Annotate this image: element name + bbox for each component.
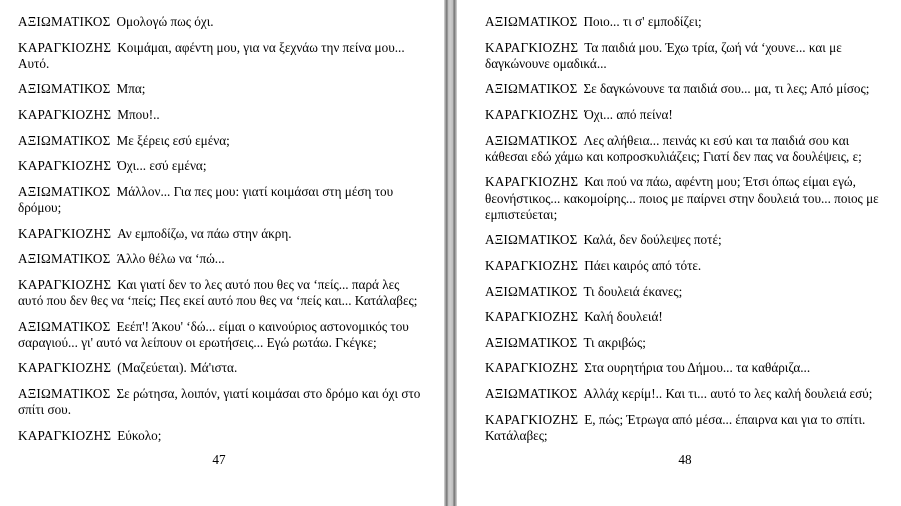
dialogue-line — [18, 158, 422, 174]
speech-text: Τα παιδιά μου. Έχω τρία, ζωή νά ‘χουνε... και με δαγκώνουνε ομαδικά... — [485, 39, 842, 71]
dialogue-line — [18, 277, 422, 309]
speech-text: Εύκολο; — [117, 427, 162, 443]
dialogue-line — [18, 428, 422, 444]
speaker-name: ΑΞΙΩΜΑΤΙΚΟΣ — [485, 81, 578, 97]
speech-text: Ποιο... τι σ' εμποδίζει; — [583, 14, 702, 29]
speaker-name: ΚΑΡΑΓΚΙΟΖΗΣ — [18, 360, 112, 376]
speech-text: Καλά, δεν δούλεψες ποτέ; — [583, 232, 722, 248]
speech-text: Λες αλήθεια... πεινάς κι εσύ και τα παιδιά σου και κάθεσαι εδώ χάμω και κοπροσκυλιάζεις; Γιατί δεν πας να δουλέψεις, ε; — [485, 132, 862, 164]
speaker-name: ΚΑΡΑΓΚΙΟΖΗΣ — [485, 174, 579, 190]
speech-text: (Μαζεύεται). Μά'ιστα. — [117, 360, 238, 376]
speech-text: Σε δαγκώνουνε τα παιδιά σου... μα, τι λες; Από μίσος; — [583, 81, 870, 97]
speaker-name: ΑΞΙΩΜΑΤΙΚΟΣ — [18, 251, 111, 267]
speech-text: Αν εμποδίζω, να πάω στην άκρη. — [117, 225, 292, 241]
speech-text: Αλλάχ κερίμ!.. Και τι... αυτό το λες καλή δουλειά εσύ; — [583, 385, 873, 401]
book-gutter — [444, 0, 457, 506]
dialogue-line — [485, 335, 889, 351]
speech-text: Ομολογώ πως όχι. — [116, 14, 214, 29]
dialogue-line — [485, 309, 889, 325]
dialogue-line — [485, 174, 889, 223]
speech-text: Τι δουλειά έκανες; — [583, 283, 683, 299]
dialogue-line — [485, 14, 889, 30]
page-number-left: 47 — [212, 452, 226, 467]
speech-text: Και πού να πάω, αφέντη μου; Έτσι όπως είμαι εγώ, θεονήστικος... κακομοίρης... ποιος με παίρνει στην δουλειά του... ποιος με εμπιστεύεται; — [485, 174, 879, 222]
speaker-name: ΚΑΡΑΓΚΙΟΖΗΣ — [485, 106, 579, 122]
speech-text: Τι ακριβώς; — [583, 334, 646, 350]
left-page — [0, 0, 444, 506]
speaker-name: ΑΞΙΩΜΑΤΙΚΟΣ — [485, 232, 578, 248]
dialogue-line — [485, 107, 889, 123]
dialogue-line — [485, 258, 889, 274]
dialogue-line — [18, 184, 422, 216]
speaker-name: ΚΑΡΑΓΚΙΟΖΗΣ — [485, 39, 579, 55]
dialogue-line — [485, 81, 889, 97]
speaker-name: ΚΑΡΑΓΚΙΟΖΗΣ — [18, 106, 112, 122]
speaker-name: ΚΑΡΑΓΚΙΟΖΗΣ — [485, 360, 579, 376]
speaker-name: ΑΞΙΩΜΑΤΙΚΟΣ — [18, 183, 111, 199]
dialogue-line — [485, 412, 889, 444]
dialogue-line — [485, 232, 889, 248]
dialogue-line — [18, 107, 422, 123]
speech-text: Όχι... από πείνα! — [584, 106, 673, 122]
speech-text: Εεέπ'! Άκου' ‘δώ... είμαι ο καινούριος αστονομικός του σαραγιού... γι' αυτό να λείπουν οι ερωτήσεις... Εγώ ρωτάω. Γκέγκε; — [18, 318, 409, 350]
speaker-name: ΑΞΙΩΜΑΤΙΚΟΣ — [18, 132, 111, 148]
speaker-name: ΑΞΙΩΜΑΤΙΚΟΣ — [18, 385, 111, 401]
speech-text: Στα ουρητήρια του Δήμου... τα καθάριζα... — [584, 360, 811, 376]
dialogue-line — [18, 386, 422, 418]
speech-text: Ε, πώς; Έτρωγα από μέσα... έπαιρνα και για το σπίτι. Κατάλαβες; — [485, 411, 866, 443]
dialogue-line — [485, 133, 889, 165]
dialogue-line — [485, 386, 889, 402]
dialogue-line — [485, 284, 889, 300]
speech-text: Όχι... εσύ εμένα; — [117, 158, 207, 174]
dialogue-line — [18, 251, 422, 267]
dialogue-line — [18, 40, 422, 72]
speech-text: Μάλλον... Για πες μου: γιατί κοιμάσαι στη μέση του δρόμου; — [18, 183, 394, 215]
dialogue-line — [18, 226, 422, 242]
speaker-name: ΑΞΙΩΜΑΤΙΚΟΣ — [18, 14, 111, 29]
speaker-name: ΚΑΡΑΓΚΙΟΖΗΣ — [485, 411, 579, 427]
speech-text: Καλή δουλειά! — [584, 309, 663, 325]
speech-text: Με ξέρεις εσύ εμένα; — [116, 132, 230, 148]
dialogue-line — [18, 81, 422, 97]
speech-text: Μπα; — [116, 81, 146, 97]
speaker-name: ΑΞΙΩΜΑΤΙΚΟΣ — [485, 132, 578, 148]
speaker-name: ΚΑΡΑΓΚΙΟΖΗΣ — [18, 158, 112, 174]
dialogue-line — [18, 14, 422, 30]
right-page — [457, 0, 901, 506]
speech-text: Άλλο θέλω να ‘πώ... — [116, 251, 225, 267]
speech-text: Πάει καιρός από τότε. — [584, 257, 702, 273]
dialogue-line — [18, 360, 422, 376]
dialogue-line — [18, 319, 422, 351]
speaker-name: ΚΑΡΑΓΚΙΟΖΗΣ — [18, 225, 112, 241]
dialogue-line — [18, 133, 422, 149]
speech-text: Μπου!.. — [117, 106, 160, 122]
speaker-name: ΚΑΡΑΓΚΙΟΖΗΣ — [485, 309, 579, 325]
speech-text: Και γιατί δεν το λες αυτό που θες να ‘πείς... παρά λες αυτό που δεν θες να ‘πείς; Πες εκεί αυτό που θες να ‘πείς και... Κατάλαβες; — [18, 276, 418, 308]
speaker-name: ΑΞΙΩΜΑΤΙΚΟΣ — [485, 14, 578, 29]
speaker-name: ΑΞΙΩΜΑΤΙΚΟΣ — [18, 81, 111, 97]
speaker-name: ΚΑΡΑΓΚΙΟΖΗΣ — [18, 39, 112, 55]
dialogue-line — [485, 360, 889, 376]
speaker-name: ΑΞΙΩΜΑΤΙΚΟΣ — [485, 385, 578, 401]
speech-text: Σε ρώτησα, λοιπόν, γιατί κοιμάσαι στο δρόμο και όχι στο σπίτι σου. — [18, 385, 421, 418]
speaker-name: ΑΞΙΩΜΑΤΙΚΟΣ — [18, 318, 111, 334]
speech-text: Κοιμάμαι, αφέντη μου, για να ξεχνάω την πείνα μου... Αυτό. — [18, 39, 405, 71]
speaker-name: ΚΑΡΑΓΚΙΟΖΗΣ — [18, 276, 112, 292]
page-number-right: 48 — [678, 452, 692, 467]
dialogue-line — [485, 40, 889, 72]
speaker-name: ΑΞΙΩΜΑΤΙΚΟΣ — [485, 334, 578, 350]
speaker-name: ΚΑΡΑΓΚΙΟΖΗΣ — [18, 427, 112, 443]
speaker-name: ΚΑΡΑΓΚΙΟΖΗΣ — [485, 257, 579, 273]
dialogue-list-left — [18, 14, 422, 444]
speaker-name: ΑΞΙΩΜΑΤΙΚΟΣ — [485, 283, 578, 299]
dialogue-list-right — [485, 14, 889, 444]
